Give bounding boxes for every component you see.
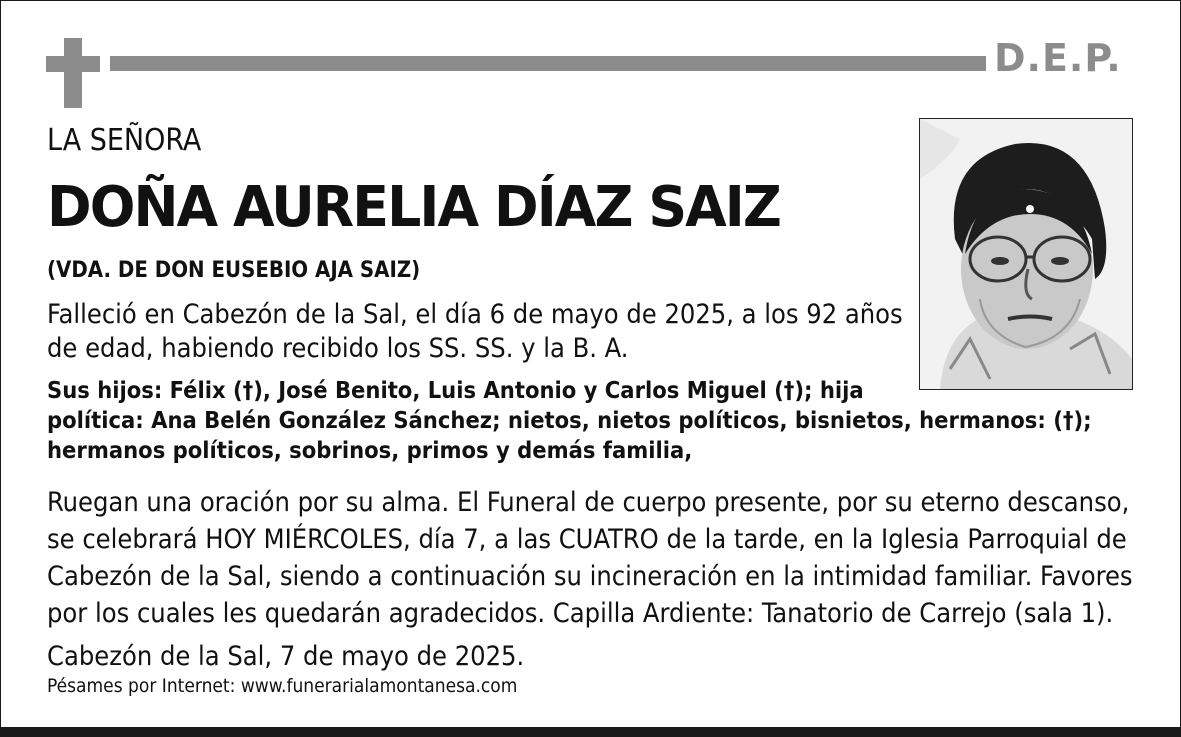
online-condolences[interactable]: Pésames por Internet: www.funerarialamontanesa.com bbox=[47, 675, 518, 697]
death-notice bbox=[47, 298, 907, 366]
ceremony-line: se celebrará HOY MIÉRCOLES, día 7, a las CUATRO de la tarde, en la Iglesia Parroquial de bbox=[47, 524, 1127, 555]
honorific-title: LA SEÑORA bbox=[47, 123, 202, 158]
cross-icon-horizontal bbox=[46, 56, 100, 72]
ceremony-details bbox=[47, 484, 1147, 632]
deceased-name: DOÑA AURELIA DÍAZ SAIZ bbox=[47, 175, 780, 240]
family-list bbox=[47, 375, 1157, 465]
family-line: Sus hijos: Félix (†), José Benito, Luis Antonio y Carlos Miguel (†); hija bbox=[47, 376, 864, 404]
ceremony-line: por los cuales les quedarán agradecidos. Capilla Ardiente: Tanatorio de Carrejo (sala 1). bbox=[47, 598, 1114, 629]
family-line: hermanos políticos, sobrinos, primos y demás familia, bbox=[47, 436, 693, 464]
portrait-image bbox=[920, 119, 1132, 389]
cross-icon-vertical bbox=[64, 38, 82, 108]
portrait-photo bbox=[919, 118, 1133, 390]
place-and-date: Cabezón de la Sal, 7 de mayo de 2025. bbox=[47, 641, 525, 672]
dep-label: D.E.P. bbox=[994, 36, 1122, 80]
header-rule bbox=[110, 56, 986, 71]
death-notice-line: Falleció en Cabezón de la Sal, el día 6 de mayo de 2025, a los 92 años bbox=[47, 299, 903, 330]
death-notice-line: de edad, habiendo recibido los SS. SS. y la B. A. bbox=[47, 333, 629, 364]
ceremony-line: Cabezón de la Sal, siendo a continuación su incineración en la intimidad familiar. Favores bbox=[47, 561, 1133, 592]
widow-note: (VDA. DE DON EUSEBIO AJA SAIZ) bbox=[47, 258, 421, 283]
ceremony-line: Ruegan una oración por su alma. El Funeral de cuerpo presente, por su eterno descanso, bbox=[47, 487, 1130, 518]
bottom-rule bbox=[0, 727, 1181, 737]
family-line: política: Ana Belén González Sánchez; nietos, nietos políticos, bisnietos, hermanos: (†); bbox=[47, 406, 1092, 434]
